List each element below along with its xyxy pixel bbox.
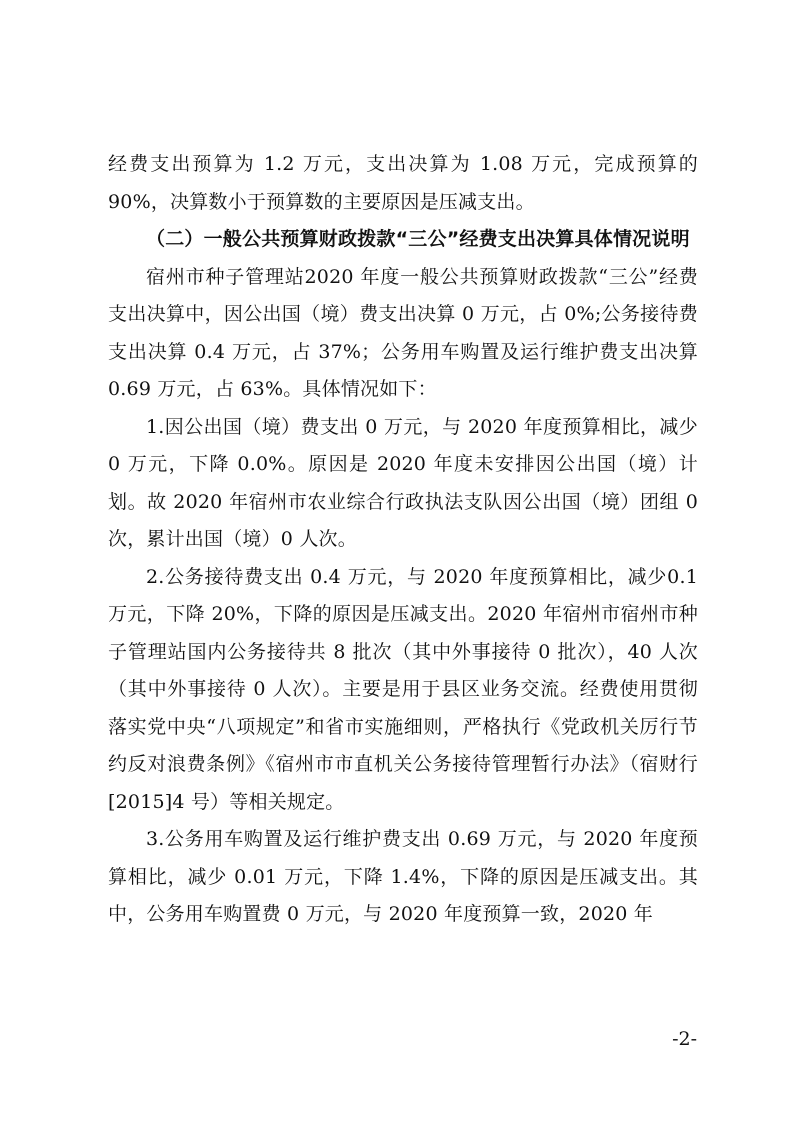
page-number: -2- (672, 1028, 697, 1050)
paragraph-summary: 宿州市种子管理站2020 年度一般公共预算财政拨款“三公”经费支出决算中，因公出国（境）费支出决算 0 万元，占 0%;公务接待费支出决算 0.4 万元，占 37%；公务用车购置及运行维护费支出决算 0.69 万元，占 63%。具体情况如下： (108, 265, 698, 400)
section-heading: （二）一般公共预算财政拨款“三公”经费支出决算具体情况说明 (146, 228, 690, 250)
paragraph-item-2: 2.公务接待费支出 0.4 万元，与 2020 年度预算相比，减少0.1 万元，下降 20%，下降的原因是压减支出。2020 年宿州市宿州市种子管理站国内公务接待共 8 批次（其中外事接待 0 批次），40 人次（其中外事接待 0 人次）。主要是用于县区业务交流。经费使用贯彻落实党中央“八项规定”和省市实施细则，严格执行《党政机关厉行节约反对浪费条例》《宿州市市直机关公务接待管理暂行办法》（宿财行[2015]4 号）等相关规定。 (108, 565, 698, 813)
paragraph-continuation: 经费支出预算为 1.2 万元，支出决算为 1.08 万元，完成预算的90%，决算数小于预算数的主要原因是压减支出。 (108, 153, 698, 213)
document-body (108, 146, 698, 934)
paragraph-item-1: 1.因公出国（境）费支出 0 万元，与 2020 年度预算相比，减少 0 万元，下降 0.0%。原因是 2020 年度未安排因公出国（境）计划。故 2020 年宿州市农业综合行政执法支队因公出国（境）团组 0 次，累计出国（境）0 人次。 (108, 415, 698, 550)
paragraph-item-3: 3.公务用车购置及运行维护费支出 0.69 万元，与 2020 年度预算相比，减少 0.01 万元，下降 1.4%，下降的原因是压减支出。其中，公务用车购置费 0 万元，与 2020 年度预算一致，2020 年 (108, 828, 698, 925)
